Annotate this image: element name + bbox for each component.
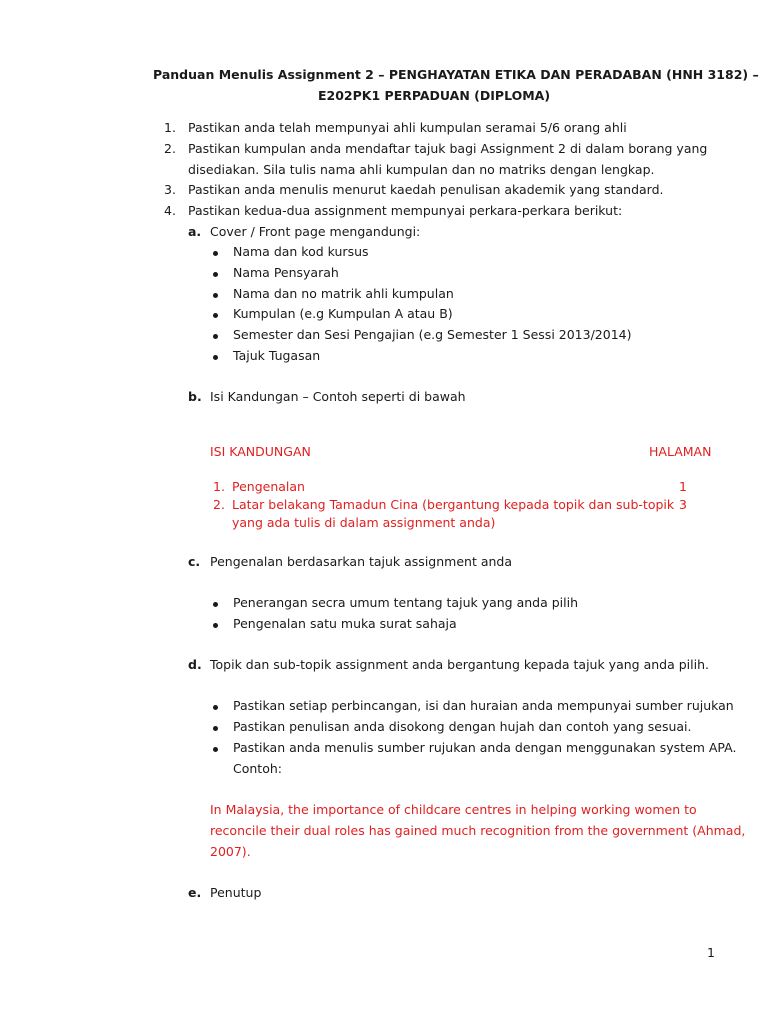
- section-letter-c: c.: [188, 554, 201, 569]
- bullet-icon: [213, 705, 218, 710]
- bullet-icon: [213, 251, 218, 256]
- toc-item-text: Latar belakang Tamadun Cina (bergantung kepada topik dan sub-topik: [232, 497, 675, 512]
- list-number: 4.: [164, 203, 176, 218]
- bullet-text: Pastikan setiap perbincangan, isi dan huraian anda mempunyai sumber rujukan: [233, 698, 734, 713]
- example-citation-line1: In Malaysia, the importance of childcare centres in helping working women to: [210, 802, 697, 817]
- section-e-heading: Penutup: [210, 885, 262, 900]
- toc-page-heading: HALAMAN: [649, 444, 712, 459]
- bullet-icon: [213, 293, 218, 298]
- bullet-icon: [213, 334, 218, 339]
- bullet-text: Nama Pensyarah: [233, 265, 339, 280]
- contoh-label: Contoh:: [233, 761, 282, 776]
- bullet-icon: [213, 726, 218, 731]
- bullet-icon: [213, 623, 218, 628]
- toc-item-text-continued: yang ada tulis di dalam assignment anda): [232, 515, 496, 530]
- bullet-icon: [213, 355, 218, 360]
- list-number: 2.: [164, 141, 176, 156]
- toc-item-number: 1.: [213, 479, 225, 494]
- list-number: 1.: [164, 120, 176, 135]
- bullet-icon: [213, 602, 218, 607]
- bullet-icon: [213, 313, 218, 318]
- page-number: 1: [707, 945, 715, 960]
- section-b-heading: Isi Kandungan – Contoh seperti di bawah: [210, 389, 466, 404]
- section-letter-d: d.: [188, 657, 202, 672]
- bullet-text: Penerangan secra umum tentang tajuk yang anda pilih: [233, 595, 579, 610]
- bullet-text: Pengenalan satu muka surat sahaja: [233, 616, 457, 631]
- list-item-text-continued: disediakan. Sila tulis nama ahli kumpulan dan no matriks dengan lengkap.: [188, 162, 655, 177]
- bullet-text: Tajuk Tugasan: [233, 348, 321, 363]
- bullet-text: Semester dan Sesi Pengajian (e.g Semester 1 Sessi 2013/2014): [233, 327, 632, 342]
- bullet-text: Kumpulan (e.g Kumpulan A atau B): [233, 306, 453, 321]
- section-letter-e: e.: [188, 885, 202, 900]
- toc-item-page: 3: [679, 497, 687, 512]
- bullet-text: Nama dan kod kursus: [233, 244, 369, 259]
- toc-item-text: Pengenalan: [232, 479, 305, 494]
- example-citation-line2: reconcile their dual roles has gained much recognition from the government (Ahmad,: [210, 823, 746, 838]
- example-citation-line3: 2007).: [210, 844, 251, 859]
- bullet-icon: [213, 272, 218, 277]
- section-c-heading: Pengenalan berdasarkan tajuk assignment anda: [210, 554, 512, 569]
- bullet-icon: [213, 747, 218, 752]
- section-letter-b: b.: [188, 389, 202, 404]
- document-title-line1: Panduan Menulis Assignment 2 – PENGHAYATAN ETIKA DAN PERADABAN (HNH 3182) –: [153, 67, 759, 82]
- document-title-line2: E202PK1 PERPADUAN (DIPLOMA): [318, 88, 551, 103]
- toc-heading: ISI KANDUNGAN: [210, 444, 311, 459]
- bullet-text: Pastikan penulisan anda disokong dengan hujah dan contoh yang sesuai.: [233, 719, 692, 734]
- bullet-text: Nama dan no matrik ahli kumpulan: [233, 286, 454, 301]
- toc-item-number: 2.: [213, 497, 225, 512]
- list-item-text: Pastikan kumpulan anda mendaftar tajuk bagi Assignment 2 di dalam borang yang: [188, 141, 708, 156]
- section-a-heading: Cover / Front page mengandungi:: [210, 224, 421, 239]
- list-item-text: Pastikan kedua-dua assignment mempunyai perkara-perkara berikut:: [188, 203, 623, 218]
- list-item-text: Pastikan anda telah mempunyai ahli kumpulan seramai 5/6 orang ahli: [188, 120, 627, 135]
- toc-item-page: 1: [679, 479, 687, 494]
- bullet-text: Pastikan anda menulis sumber rujukan anda dengan menggunakan system APA.: [233, 740, 737, 755]
- list-item-text: Pastikan anda menulis menurut kaedah penulisan akademik yang standard.: [188, 182, 664, 197]
- section-d-heading: Topik dan sub-topik assignment anda bergantung kepada tajuk yang anda pilih.: [210, 657, 709, 672]
- list-number: 3.: [164, 182, 176, 197]
- section-letter-a: a.: [188, 224, 202, 239]
